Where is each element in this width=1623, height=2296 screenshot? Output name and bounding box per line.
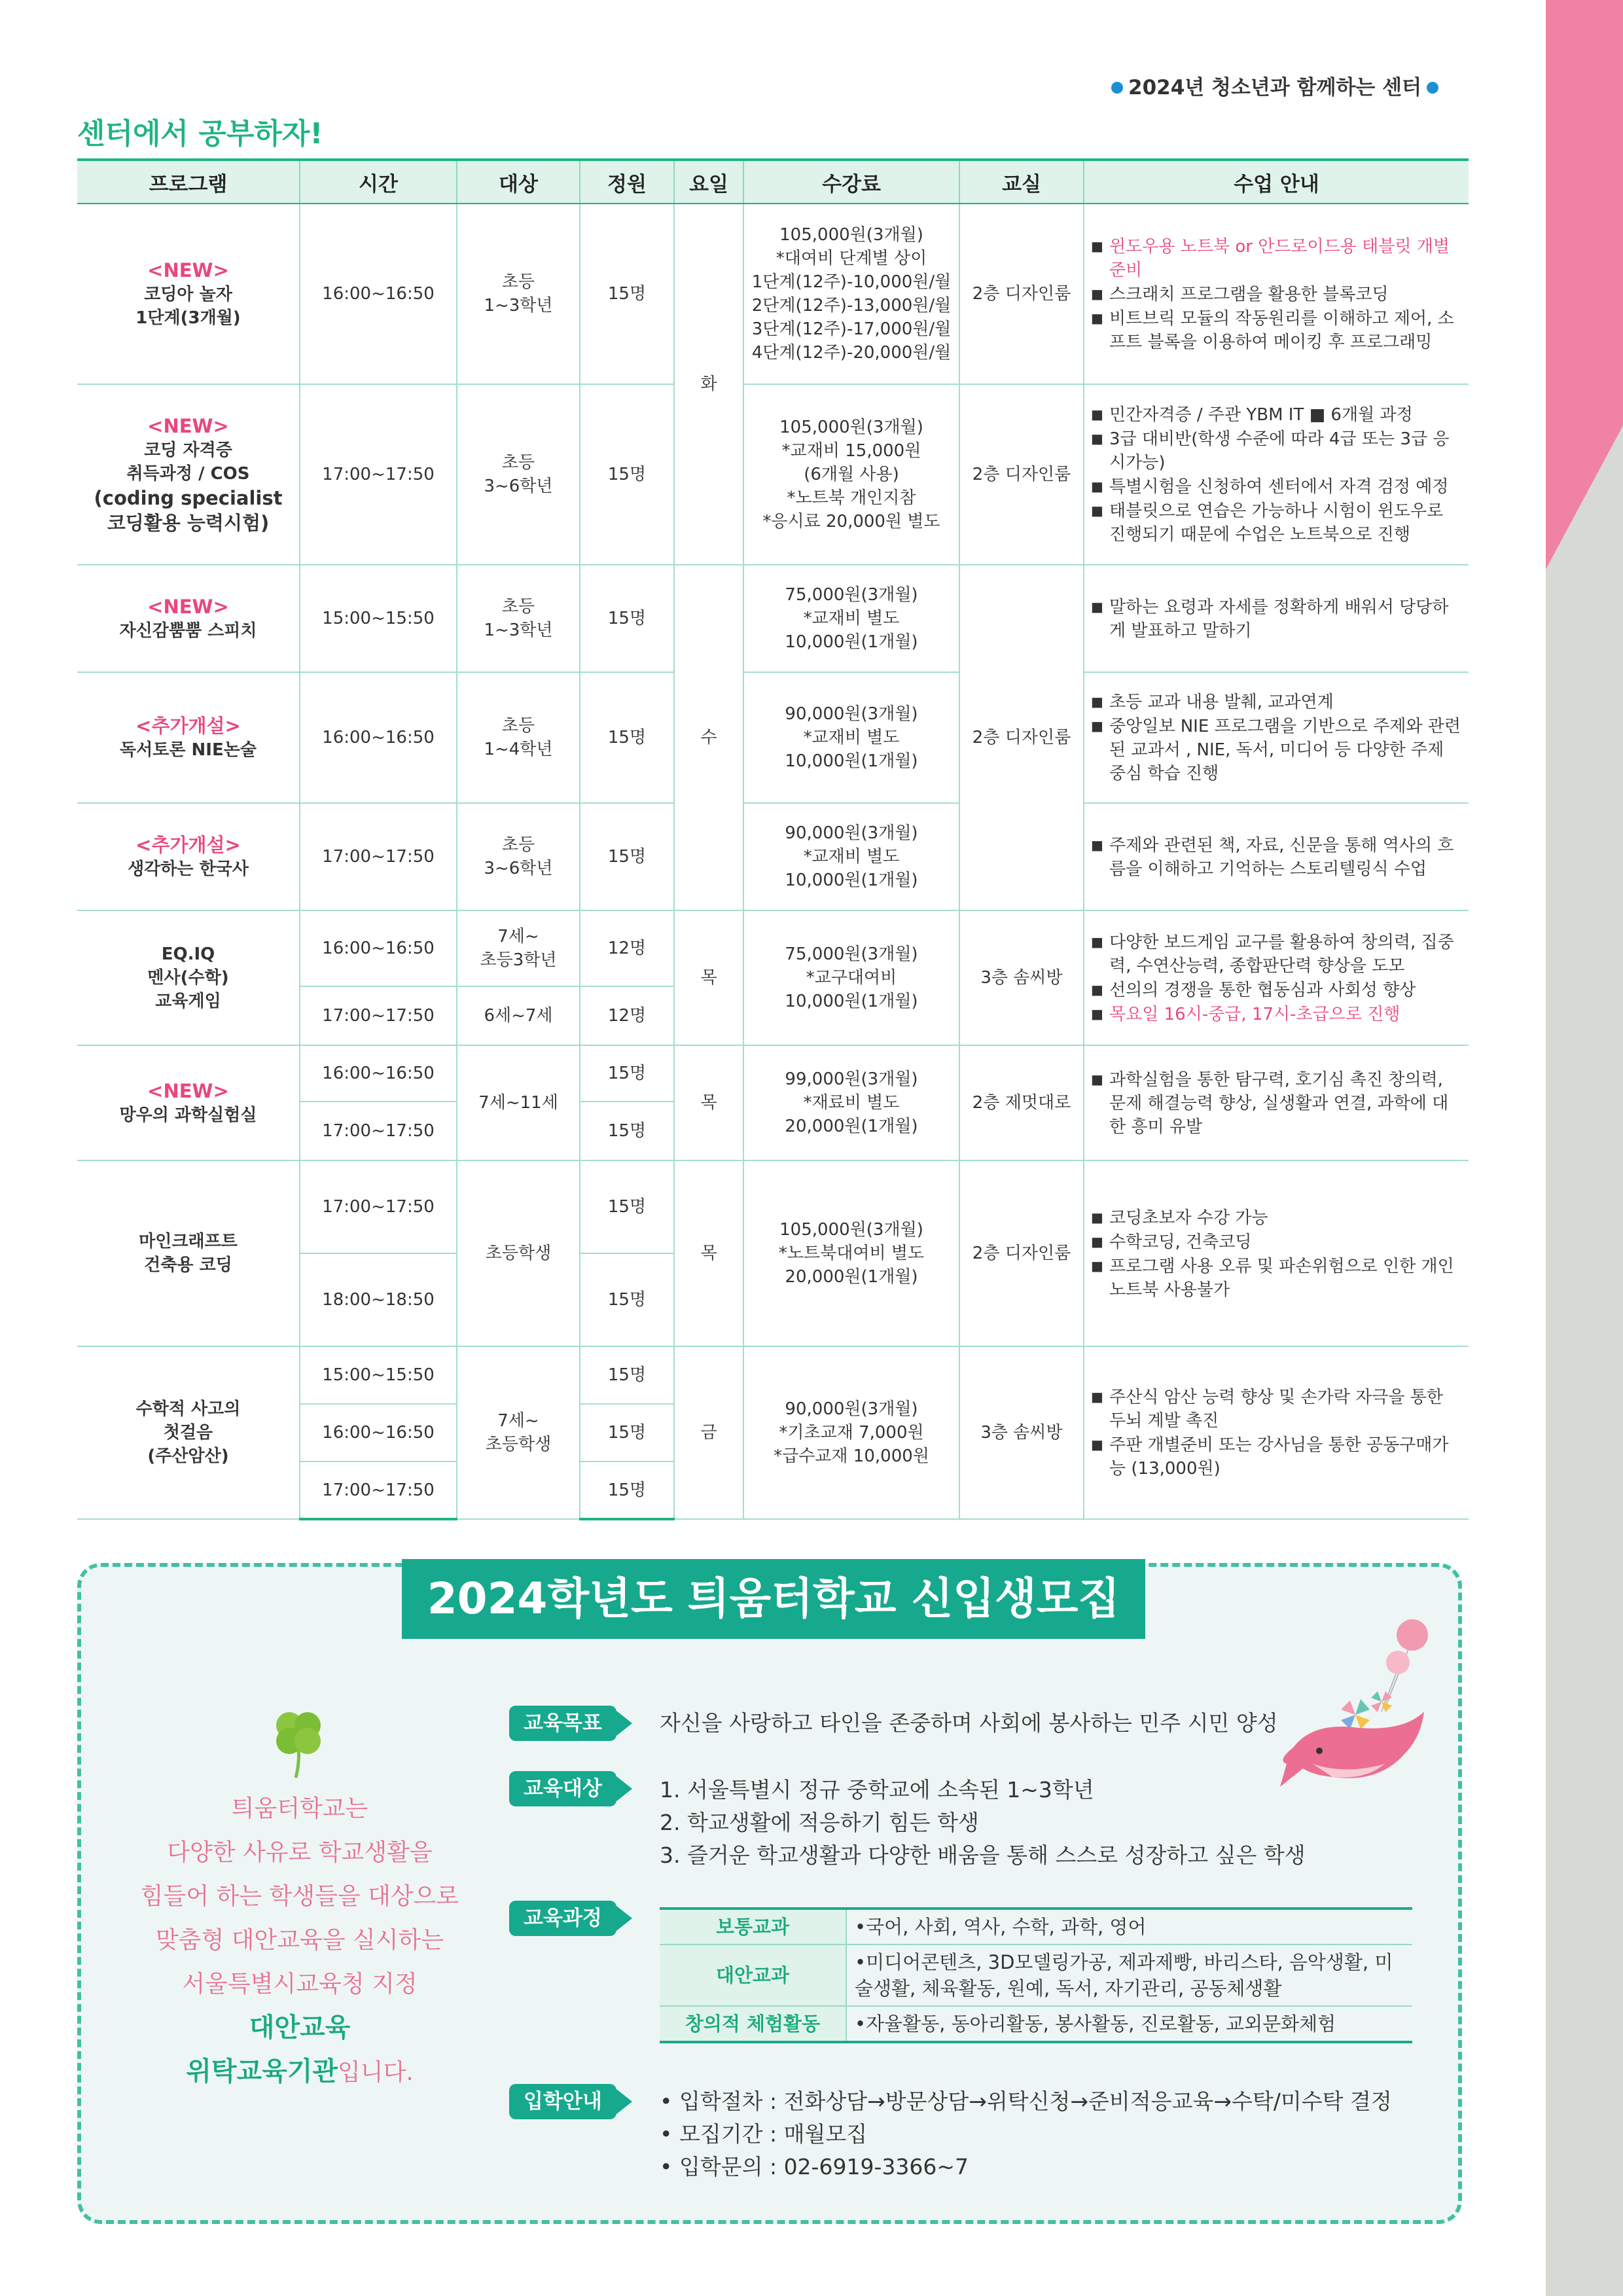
note-item: ■ 말하는 요령과 자세를 정확하게 배워서 당당하게 발표하고 말하기 <box>1091 595 1462 643</box>
target-cell <box>457 803 580 910</box>
target-line: 3~6학년 <box>484 859 553 878</box>
fee-line: *노트북 개인지참 <box>787 488 916 508</box>
capacity-cell: 15명 <box>580 384 674 565</box>
fee-line: 75,000원(3개월) <box>785 944 918 964</box>
notes-cell <box>1084 910 1469 1045</box>
fee-line: 10,000원(1개월) <box>785 992 918 1011</box>
room-cell: 2층 디자인룸 <box>959 384 1084 565</box>
target-line: 초등 <box>501 272 535 292</box>
notes-cell <box>1084 803 1469 910</box>
target-cell: 7세~11세 <box>457 1045 580 1160</box>
fee-line: 105,000원(3개월) <box>779 418 923 437</box>
program-name-line: 취득과정 / COS <box>126 464 250 484</box>
time-cell: 16:00~16:50 <box>300 910 457 986</box>
curriculum-desc: • 국어, 사회, 역사, 수학, 과학, 영어 <box>846 1909 1412 1945</box>
table-row <box>660 1945 1412 2006</box>
note-item: ■ 중앙일보 NIE 프로그램을 기반으로 주제와 관련된 교과서 , NIE, 독서, 미디어 등 다양한 주제 중심 학습 진행 <box>1091 714 1462 785</box>
target-line: 1~4학년 <box>484 740 553 759</box>
target-cell <box>457 672 580 803</box>
intro-highlight: 대안교육 <box>249 2013 351 2043</box>
intro-tail: 입니다. <box>338 2059 414 2086</box>
program-name <box>77 1045 300 1160</box>
note-item: ■ 목요일 16시-중급, 17시-초급으로 진행 <box>1091 1002 1462 1026</box>
notes-cell <box>1084 1160 1469 1346</box>
fee-cell <box>743 204 959 384</box>
capacity-cell: 12명 <box>580 986 674 1045</box>
program-name <box>77 803 300 910</box>
col-header-time: 시간 <box>300 160 457 204</box>
capacity-cell: 15명 <box>580 204 674 384</box>
program-name-line: (주산암산) <box>147 1446 229 1466</box>
clover-icon <box>266 1700 331 1779</box>
recruitment-title: 2024학년도 틔움터학교 신입생모집 <box>402 1559 1145 1639</box>
target-line: 초등 <box>501 597 535 617</box>
target-line: 초등 <box>501 835 535 855</box>
target-item: 3. 즐거운 학교생활과 다양한 배움을 통해 스스로 성장하고 싶은 학생 <box>660 1842 1306 1868</box>
notes-cell <box>1084 565 1469 672</box>
fee-line: 105,000원(3개월) <box>779 1220 923 1240</box>
whale-illustration-icon <box>1274 1597 1437 1813</box>
program-name-line: 코딩아 놀자 <box>144 285 232 304</box>
fee-line: 10,000원(1개월) <box>785 751 918 771</box>
intro-highlight: 위탁교육기관 <box>186 2056 338 2087</box>
program-name <box>77 204 300 384</box>
target-line: 초등 <box>501 453 535 473</box>
program-schedule-table <box>77 158 1469 1520</box>
col-header-capacity: 정원 <box>580 160 674 204</box>
fee-cell <box>743 1346 959 1519</box>
col-header-notes: 수업 안내 <box>1084 160 1469 204</box>
fee-line: 90,000원(3개월) <box>785 1399 918 1419</box>
fee-line: 2단계(12주)-13,000원/월 <box>751 296 952 315</box>
notes-cell <box>1084 204 1469 384</box>
fee-line: 10,000원(1개월) <box>785 632 918 652</box>
table-row <box>77 1160 1469 1253</box>
program-name <box>77 1160 300 1346</box>
time-cell: 15:00~15:50 <box>300 565 457 672</box>
time-cell: 17:00~17:50 <box>300 1160 457 1253</box>
fee-line: *교재비 15,000원 <box>781 441 921 461</box>
table-row <box>77 1346 1469 1404</box>
target-line: 7세~ <box>497 1411 539 1431</box>
target-cell: 초등학생 <box>457 1160 580 1346</box>
time-cell: 16:00~16:50 <box>300 1045 457 1102</box>
fee-line: 4단계(12주)-20,000원/월 <box>751 343 952 363</box>
room-cell: 2층 디자인룸 <box>959 204 1084 384</box>
program-name-line: 건축용 코딩 <box>144 1255 232 1275</box>
time-cell: 15:00~15:50 <box>300 1346 457 1404</box>
program-name-line: 마인크래프트 <box>139 1232 238 1251</box>
fee-cell <box>743 803 959 910</box>
intro-line: 다양한 사유로 학교생활을 <box>167 1839 433 1866</box>
room-cell: 3층 솜씨방 <box>959 910 1084 1045</box>
note-item: ■ 민간자격증 / 주관 YBM IT ■ 6개월 과정 <box>1091 403 1462 427</box>
room-cell: 2층 디자인룸 <box>959 565 1084 910</box>
intro-line: 서울특별시교육청 지정 <box>182 1971 418 1998</box>
program-name-line: 수학적 사고의 <box>135 1399 241 1419</box>
program-name-line: 망우의 과학실험실 <box>119 1105 257 1125</box>
curriculum-desc: • 자율활동, 동아리활동, 봉사활동, 진로활동, 교외문화체험 <box>846 2006 1412 2042</box>
day-cell: 목 <box>674 910 743 1045</box>
header-badge-text: 2024년 청소년과 함께하는 센터 <box>1128 76 1422 99</box>
note-item: ■ 주산식 암산 능력 향상 및 손가락 자극을 통한 두뇌 계발 촉진 <box>1091 1385 1462 1433</box>
label-curriculum: 교육과정 <box>509 1901 616 1936</box>
capacity-cell: 15명 <box>580 1404 674 1462</box>
note-item: ■ 수학코딩, 건축코딩 <box>1091 1230 1462 1254</box>
fee-line: *기초교재 7,000원 <box>779 1423 924 1443</box>
time-cell: 17:00~17:50 <box>300 986 457 1045</box>
note-item: ■ 다양한 보드게임 교구를 활용하여 창의력, 집중력, 수연산능력, 종합판단력 향상을 도모 <box>1091 930 1462 978</box>
fee-line: 1단계(12주)-10,000원/월 <box>751 272 952 292</box>
target-line: 1~3학년 <box>484 296 553 315</box>
time-cell: 16:00~16:50 <box>300 204 457 384</box>
capacity-cell: 15명 <box>580 1045 674 1102</box>
day-cell: 금 <box>674 1346 743 1519</box>
program-subtitle: (coding specialist <box>94 487 283 509</box>
fee-line: *재료비 별도 <box>803 1093 900 1113</box>
notes-cell <box>1084 1045 1469 1160</box>
program-name-line: 교육게임 <box>155 992 221 1011</box>
program-name <box>77 384 300 565</box>
section-title: 센터에서 공부하자! <box>77 117 323 151</box>
program-name-line: 코딩 자격증 <box>144 440 232 460</box>
note-item: ■ 선의의 경쟁을 통한 협동심과 사회성 향상 <box>1091 978 1462 1002</box>
program-name-line: EQ.IQ <box>161 944 215 964</box>
header-badge <box>1106 71 1444 100</box>
new-tag: <NEW> <box>147 259 229 281</box>
col-header-fee: 수강료 <box>743 160 959 204</box>
target-line: 1~3학년 <box>484 620 553 640</box>
fee-cell <box>743 910 959 1045</box>
target-cell: 6세~7세 <box>457 986 580 1045</box>
table-row <box>77 565 1469 672</box>
fee-line: 99,000원(3개월) <box>785 1069 918 1089</box>
fee-line: 105,000원(3개월) <box>779 225 923 245</box>
capacity-cell: 12명 <box>580 910 674 986</box>
program-subtitle: 코딩활용 능력시험) <box>107 512 270 534</box>
intro-line: 맞춤형 대안교육을 실시하는 <box>155 1927 444 1954</box>
time-cell: 17:00~17:50 <box>300 803 457 910</box>
program-name-line: 자신감뿜뿜 스피치 <box>119 621 257 641</box>
day-cell: 수 <box>674 565 743 910</box>
note-item: ■ 태블릿으로 연습은 가능하나 시험이 윈도우로 진행되기 때문에 수업은 노트북으로 진행 <box>1091 499 1462 547</box>
table-row <box>660 2006 1412 2042</box>
target-line: 3~6학년 <box>484 476 553 496</box>
admission-item: • 입학절차 : 전화상담→방문상담→위탁신청→준비적응교육→수탁/미수탁 결정 <box>660 2089 1392 2114</box>
curriculum-table <box>660 1907 1412 2043</box>
col-header-program: 프로그램 <box>77 160 300 204</box>
note-item: ■ 주제와 관련된 책, 자료, 신문을 통해 역사의 흐름을 이해하고 기억하는 스토리텔링식 수업 <box>1091 833 1462 881</box>
label-education-goal: 교육목표 <box>509 1706 616 1741</box>
fee-line: 90,000원(3개월) <box>785 704 918 724</box>
time-cell: 17:00~17:50 <box>300 1462 457 1519</box>
fee-line: 90,000원(3개월) <box>785 823 918 843</box>
program-name <box>77 910 300 1045</box>
capacity-cell: 15명 <box>580 1253 674 1346</box>
capacity-cell: 15명 <box>580 1102 674 1160</box>
time-cell: 18:00~18:50 <box>300 1253 457 1346</box>
education-goal: 자신을 사랑하고 타인을 존중하며 사회에 봉사하는 민주 시민 양성 <box>660 1710 1278 1736</box>
curriculum-subject: 보통교과 <box>660 1909 846 1945</box>
program-name <box>77 672 300 803</box>
target-cell <box>457 565 580 672</box>
fee-line: *교구대여비 <box>806 968 897 988</box>
time-cell: 17:00~17:50 <box>300 1102 457 1160</box>
admission-item: • 입학문의 : 02-6919-3366~7 <box>660 2154 969 2179</box>
fee-line: 20,000원(1개월) <box>785 1117 918 1136</box>
target-line: 초등 <box>501 716 535 736</box>
note-item: ■ 프로그램 사용 오류 및 파손위험으로 인한 개인노트북 사용불가 <box>1091 1254 1462 1302</box>
intro-line: 틔움터학교는 <box>231 1795 368 1822</box>
intro-line: 힘들어 하는 학생들을 대상으로 <box>140 1883 459 1910</box>
intro-highlight-line <box>116 2050 483 2094</box>
program-name-line: 독서토론 NIE논술 <box>120 740 257 760</box>
school-intro <box>116 1787 483 2094</box>
fee-cell <box>743 1045 959 1160</box>
new-tag: <NEW> <box>147 415 229 437</box>
fee-cell <box>743 1160 959 1346</box>
fee-line: *급수교재 10,000원 <box>774 1446 929 1466</box>
education-targets <box>660 1774 1306 1872</box>
program-name-line: 멘사(수학) <box>147 968 229 988</box>
time-cell: 17:00~17:50 <box>300 384 457 565</box>
bullet-dot-icon <box>1427 82 1438 94</box>
fee-line: 75,000원(3개월) <box>785 585 918 605</box>
capacity-cell: 15명 <box>580 565 674 672</box>
curriculum-desc: • 미디어콘텐츠, 3D모델링가공, 제과제빵, 바리스타, 음악생활, 미술생활, 체육활동, 원예, 독서, 자기관리, 공동체생활 <box>846 1945 1412 2006</box>
col-header-room: 교실 <box>959 160 1084 204</box>
notes-cell <box>1084 384 1469 565</box>
fee-line: 3단계(12주)-17,000원/월 <box>751 319 952 339</box>
new-tag: <NEW> <box>147 596 229 618</box>
room-cell: 2층 제멋대로 <box>959 1045 1084 1160</box>
fee-line: *교재비 별도 <box>803 609 900 628</box>
col-header-day: 요일 <box>674 160 743 204</box>
new-tag: <NEW> <box>147 1080 229 1102</box>
table-row <box>77 672 1469 803</box>
capacity-cell: 15명 <box>580 803 674 910</box>
target-cell <box>457 910 580 986</box>
notes-cell <box>1084 672 1469 803</box>
fee-line: (6개월 사용) <box>804 465 899 484</box>
target-item: 2. 학교생활에 적응하기 힘든 학생 <box>660 1810 979 1835</box>
table-header-row <box>77 160 1469 204</box>
note-item: ■ 비트브릭 모듈의 작동원리를 이해하고 제어, 소프트 블록을 이용하여 메이킹 후 프로그래밍 <box>1091 306 1462 354</box>
fee-line: *교재비 별도 <box>803 847 900 867</box>
bullet-dot-icon <box>1111 82 1123 94</box>
room-cell: 3층 솜씨방 <box>959 1346 1084 1519</box>
target-item: 1. 서울특별시 정규 중학교에 소속된 1~3학년 <box>660 1777 1094 1803</box>
new-tag: <추가개설> <box>135 715 241 737</box>
day-cell: 목 <box>674 1045 743 1160</box>
target-line: 초등3학년 <box>480 950 557 970</box>
capacity-cell: 15명 <box>580 1346 674 1404</box>
table-row <box>77 803 1469 910</box>
fee-line: *응시료 20,000원 별도 <box>762 512 940 531</box>
table-row <box>77 910 1469 986</box>
fee-line: *노트북대여비 별도 <box>778 1244 925 1263</box>
admission-item: • 모집기간 : 매월모집 <box>660 2121 868 2147</box>
note-item: ■ 초등 교과 내용 발췌, 교과연계 <box>1091 690 1462 714</box>
fee-cell <box>743 565 959 672</box>
target-cell <box>457 384 580 565</box>
fee-cell <box>743 384 959 565</box>
target-cell <box>457 204 580 384</box>
admission-info <box>660 2085 1392 2183</box>
capacity-cell: 15명 <box>580 1462 674 1519</box>
fee-cell <box>743 672 959 803</box>
fee-line: 20,000원(1개월) <box>785 1267 918 1287</box>
capacity-cell: 15명 <box>580 1160 674 1253</box>
curriculum-subject: 창의적 체험활동 <box>660 2006 846 2042</box>
room-cell: 2층 디자인룸 <box>959 1160 1084 1346</box>
day-cell: 화 <box>674 204 743 565</box>
program-name <box>77 1346 300 1519</box>
note-item: ■ 윈도우용 노트북 or 안드로이드용 태블릿 개별준비 <box>1091 234 1462 282</box>
fee-line: 10,000원(1개월) <box>785 870 918 890</box>
note-item: ■ 주판 개별준비 또는 강사님을 통한 공동구매가능 (13,000원) <box>1091 1433 1462 1480</box>
note-item: ■ 스크래치 프로그램을 활용한 블록코딩 <box>1091 282 1462 306</box>
fee-line: *대여비 단계별 상이 <box>776 249 927 268</box>
label-admission: 입학안내 <box>509 2084 616 2119</box>
time-cell: 16:00~16:50 <box>300 672 457 803</box>
table-row <box>77 384 1469 565</box>
day-cell: 목 <box>674 1160 743 1346</box>
program-name-line: 생각하는 한국사 <box>128 859 249 879</box>
new-tag: <추가개설> <box>135 834 241 856</box>
notes-cell <box>1084 1346 1469 1519</box>
table-row <box>660 1909 1412 1945</box>
target-cell <box>457 1346 580 1519</box>
program-name-line: 첫걸음 <box>163 1423 213 1443</box>
target-line: 7세~ <box>497 927 539 946</box>
note-item: ■ 3급 대비반(학생 수준에 따라 4급 또는 3급 응시가능) <box>1091 427 1462 475</box>
fee-line: *교재비 별도 <box>803 728 900 747</box>
note-item: ■ 과학실험을 통한 탐구력, 호기심 촉진 창의력, 문제 해결능력 향상, 실생활과 연결, 과학에 대한 흥미 유발 <box>1091 1067 1462 1139</box>
table-row <box>77 204 1469 384</box>
col-header-target: 대상 <box>457 160 580 204</box>
note-item: ■ 코딩초보자 수강 가능 <box>1091 1206 1462 1230</box>
curriculum-subject: 대안교과 <box>660 1945 846 2006</box>
capacity-cell: 15명 <box>580 672 674 803</box>
target-line: 초등학생 <box>485 1435 552 1454</box>
table-row <box>77 1045 1469 1102</box>
time-cell: 16:00~16:50 <box>300 1404 457 1462</box>
label-education-target: 교육대상 <box>509 1771 616 1806</box>
program-name-line: 1단계(3개월) <box>135 308 241 328</box>
note-item: ■ 특별시험을 신청하여 센터에서 자격 검정 예정 <box>1091 475 1462 499</box>
program-name <box>77 565 300 672</box>
